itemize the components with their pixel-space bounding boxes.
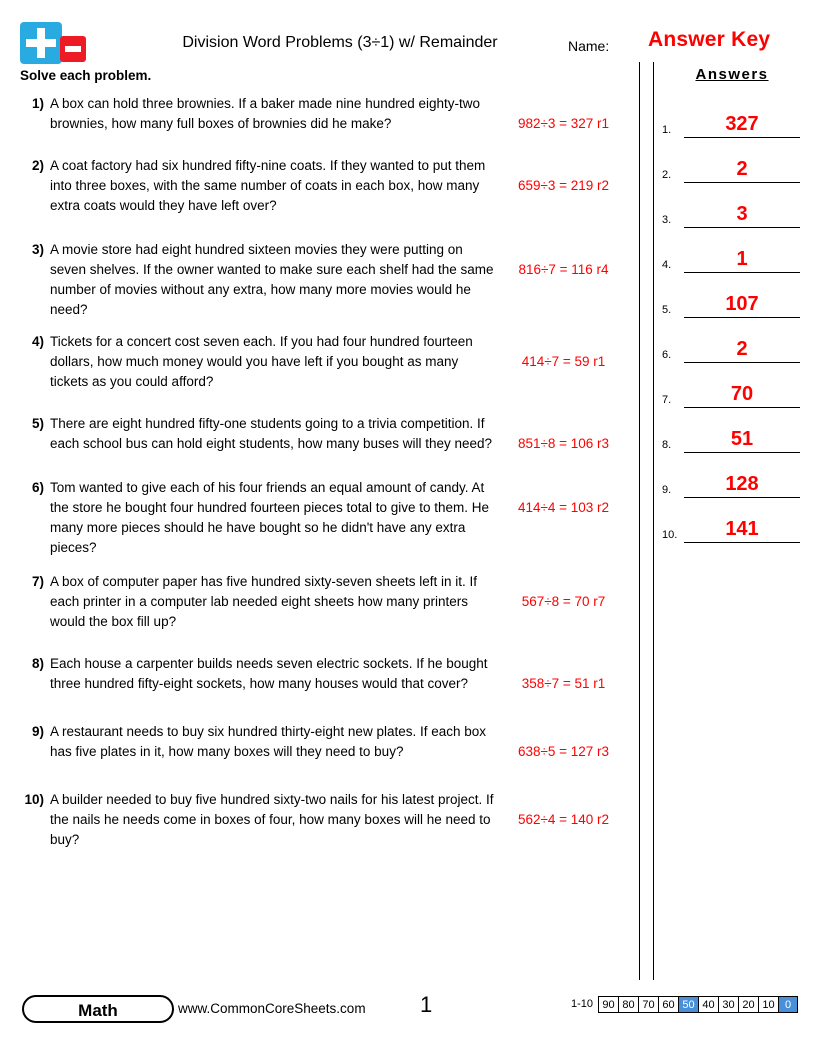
answer-index: 1. xyxy=(662,124,672,136)
answer-value: 3 xyxy=(736,203,748,225)
answer-row xyxy=(662,453,802,498)
answer-row xyxy=(662,273,802,318)
divider-line-right xyxy=(653,62,654,980)
grading-scale-cell-highlighted: 0 xyxy=(778,996,798,1013)
answer-line xyxy=(684,541,800,543)
problem-item xyxy=(20,240,632,320)
answer-row xyxy=(662,408,802,453)
problem-work: 358÷7 = 51 r1 xyxy=(521,676,606,691)
answer-key-label: Answer Key xyxy=(648,28,771,51)
problem-number: 1) xyxy=(31,96,44,111)
answer-row xyxy=(662,498,802,543)
problem-number: 9) xyxy=(31,724,44,739)
answer-value: 327 xyxy=(725,113,759,135)
problem-text: A movie store had eight hundred sixteen movies they were putting on seven shelves. If the owner wanted to make sure each shelf had the same number of movies without any extra, how many more movies would he need? xyxy=(50,242,494,317)
problem-work: 816÷7 = 116 r4 xyxy=(518,262,609,277)
grading-scale-cell: 20 xyxy=(738,996,758,1013)
problem-work: 982÷3 = 327 r1 xyxy=(517,116,610,131)
answer-index: 7. xyxy=(662,394,672,406)
answer-row xyxy=(662,228,802,273)
problem-work: 638÷5 = 127 r3 xyxy=(517,744,610,759)
problem-item xyxy=(20,94,632,134)
problem-number: 4) xyxy=(31,334,44,349)
problem-text: A coat factory had six hundred fifty-nine coats. If they wanted to put them into three boxes, with the same number of coats in each box, how many extra coats would they have left over? xyxy=(50,158,486,213)
problem-work: 562÷4 = 140 r2 xyxy=(517,812,610,827)
problem-text: Each house a carpenter builds needs seven electric sockets. If he bought three hundred fifty-eight sockets, how many houses would that cover? xyxy=(50,656,488,691)
problem-text: A builder needed to buy five hundred sixty-two nails for his latest project. If the nails he needs come in boxes of four, how many boxes will he need to buy? xyxy=(50,792,494,847)
answer-value: 2 xyxy=(736,158,748,180)
problem-item xyxy=(20,572,632,632)
answer-index: 2. xyxy=(662,169,672,181)
answer-index: 8. xyxy=(662,439,672,451)
problem-work: 567÷8 = 70 r7 xyxy=(521,594,606,609)
answer-index: 6. xyxy=(662,349,672,361)
grading-scale-cell-highlighted: 50 xyxy=(678,996,698,1013)
problem-list xyxy=(20,94,632,864)
grading-scale-cell: 80 xyxy=(618,996,638,1013)
problem-number: 6) xyxy=(31,480,44,495)
page-title: Division Word Problems (3÷1) w/ Remainder xyxy=(182,34,498,51)
problem-item xyxy=(20,722,632,762)
problem-item xyxy=(20,654,632,694)
answer-row xyxy=(662,183,802,228)
website-link[interactable]: www.CommonCoreSheets.com xyxy=(178,1001,366,1016)
answer-index: 3. xyxy=(662,214,672,226)
answer-row xyxy=(662,363,802,408)
answer-value: 51 xyxy=(730,428,754,450)
grading-scale-cell: 40 xyxy=(698,996,718,1013)
problem-item xyxy=(20,790,632,850)
problem-number: 10) xyxy=(24,792,44,807)
problem-number: 2) xyxy=(31,158,44,173)
name-label: Name: xyxy=(568,38,610,54)
problem-text: A restaurant needs to buy six hundred thirty-eight new plates. If each box has five plates in it, how many boxes will they need to buy? xyxy=(50,724,487,759)
problem-text: A box can hold three brownies. If a baker made nine hundred eighty-two brownies, how many full boxes of brownies did he make? xyxy=(50,96,481,131)
problem-number: 7) xyxy=(31,574,44,589)
problem-number: 5) xyxy=(31,416,44,431)
grading-scale-cell: 90 xyxy=(598,996,618,1013)
problem-item xyxy=(20,156,632,216)
grading-scale-cell: 30 xyxy=(718,996,738,1013)
grading-scale-label: 1-10 xyxy=(570,998,593,1010)
problem-item xyxy=(20,414,632,454)
problem-work: 659÷3 = 219 r2 xyxy=(517,178,610,193)
divider-line-left xyxy=(639,62,640,980)
answer-row xyxy=(662,93,802,138)
answer-value: 141 xyxy=(725,518,759,540)
answer-index: 4. xyxy=(662,259,672,271)
answer-value: 128 xyxy=(725,473,759,495)
grading-scale xyxy=(571,995,798,1013)
answer-index: 5. xyxy=(662,304,672,316)
subject-badge: Math xyxy=(22,995,174,1023)
grading-scale-cell: 10 xyxy=(758,996,778,1013)
answer-value: 2 xyxy=(736,338,748,360)
answers-panel xyxy=(662,66,802,543)
plus-minus-logo-icon xyxy=(20,22,88,64)
answer-row xyxy=(662,318,802,363)
worksheet-footer xyxy=(0,992,816,1040)
grading-scale-cell: 70 xyxy=(638,996,658,1013)
page-number: 1 xyxy=(420,992,433,1017)
problem-work: 851÷8 = 106 r3 xyxy=(517,436,610,451)
problem-work: 414÷4 = 103 r2 xyxy=(517,500,610,515)
answer-index: 10. xyxy=(662,529,678,541)
problem-number: 3) xyxy=(31,242,44,257)
problem-text: Tickets for a concert cost seven each. If you had four hundred fourteen dollars, how much money would you have left if you bought as many tickets as you could afford? xyxy=(50,334,473,389)
problem-text: A box of computer paper has five hundred sixty-seven sheets left in it. If each printer in a computer lab needed eight sheets how many printers would the box fill up? xyxy=(50,574,477,629)
problem-work: 414÷7 = 59 r1 xyxy=(521,354,606,369)
answers-heading: Answers xyxy=(695,66,769,83)
answer-value: 1 xyxy=(736,248,748,270)
answer-row xyxy=(662,138,802,183)
answer-index: 9. xyxy=(662,484,672,496)
worksheet-header xyxy=(20,22,796,64)
answer-value: 107 xyxy=(725,293,759,315)
problem-text: There are eight hundred fifty-one students going to a trivia competition. If each school bus can hold eight students, how many buses will they need? xyxy=(50,416,493,451)
instructions: Solve each problem. xyxy=(20,68,152,83)
answer-value: 70 xyxy=(730,383,754,405)
problem-item xyxy=(20,478,632,558)
problem-number: 8) xyxy=(31,656,44,671)
problem-item xyxy=(20,332,632,392)
grading-scale-cell: 60 xyxy=(658,996,678,1013)
problem-text: Tom wanted to give each of his four friends an equal amount of candy. At the store he bought four hundred fourteen pieces total to give to them. He many more pieces should he have bought so he didn't have any extra pieces? xyxy=(50,480,490,555)
